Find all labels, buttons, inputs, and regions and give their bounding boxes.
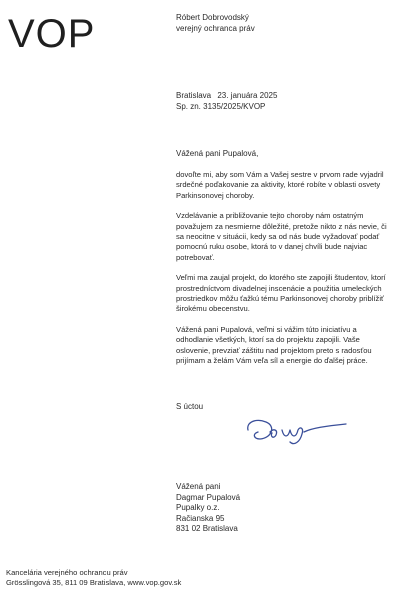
paragraph-4: Vážená pani Pupalová, veľmi si vážim túto iniciatívu a odhodlanie všetkých, ktorí sa do projektu zapojili. Vaše oslovenie, prevziať záštitu nad projektom preto s radosťou prijímam a želám Vám veľa síl a energie do ďalšej práce.	[176, 324, 372, 366]
letter-date: 23. januára 2025	[217, 91, 278, 100]
letter-body	[176, 170, 390, 377]
recipient-salutation: Vážená pani	[176, 482, 221, 491]
footer-address: Grösslingová 35, 811 09 Bratislava, www.vop.gov.sk	[6, 578, 182, 587]
handwritten-signature	[242, 408, 352, 448]
place-date-line	[176, 90, 277, 101]
paragraph-1: dovoľte mi, aby som Vám a Vašej sestre v prvom rade vyjadril srdečné poďakovanie za aktivity, ktoré robíte v oblasti osvety Parkinsonovej choroby.	[176, 170, 384, 200]
vop-logo: VOP	[8, 12, 96, 56]
sender-name: Róbert Dobrovodský	[176, 13, 249, 22]
footer	[6, 568, 181, 588]
sender-header	[176, 12, 255, 34]
footer-office: Kancelária verejného ochrancu práv	[6, 568, 128, 577]
recipient-name: Dagmar Pupalová	[176, 492, 241, 502]
recipient-street: Račianska 95	[176, 513, 225, 523]
recipient-organization: Pupalky o.z.	[176, 503, 220, 513]
sender-role: verejný ochranca práv	[176, 24, 255, 33]
letter-place: Bratislava	[176, 91, 212, 100]
paragraph-2: Vzdelávanie a približovanie tejto choroby nám ostatným považujem za nesmierne dôležité, pretože nikto z nás nevie, či sa neocitne v situácii, kedy sa od nás bude vyžadovať podať pomocnú ruku osobe, ktorá to v danej chvíli bude najviac potrebovať.	[176, 211, 387, 262]
recipient-address	[176, 482, 240, 535]
salutation: Vážená pani Pupalová,	[176, 149, 259, 158]
recipient-city: 831 02 Bratislava	[176, 524, 238, 534]
paragraph-3: Veľmi ma zaujal projekt, do ktorého ste zapojili študentov, ktorí prostredníctvom divadelnej inscenácie a použitia umeleckých prostriedkov môžu ťažkú tému Parkinsonovej choroby priblížiť širokému obecenstvu.	[176, 273, 386, 314]
reference-number: Sp. zn. 3135/2025/KVOP	[176, 102, 266, 111]
letter-meta	[176, 90, 277, 112]
closing: S úctou	[176, 402, 204, 411]
